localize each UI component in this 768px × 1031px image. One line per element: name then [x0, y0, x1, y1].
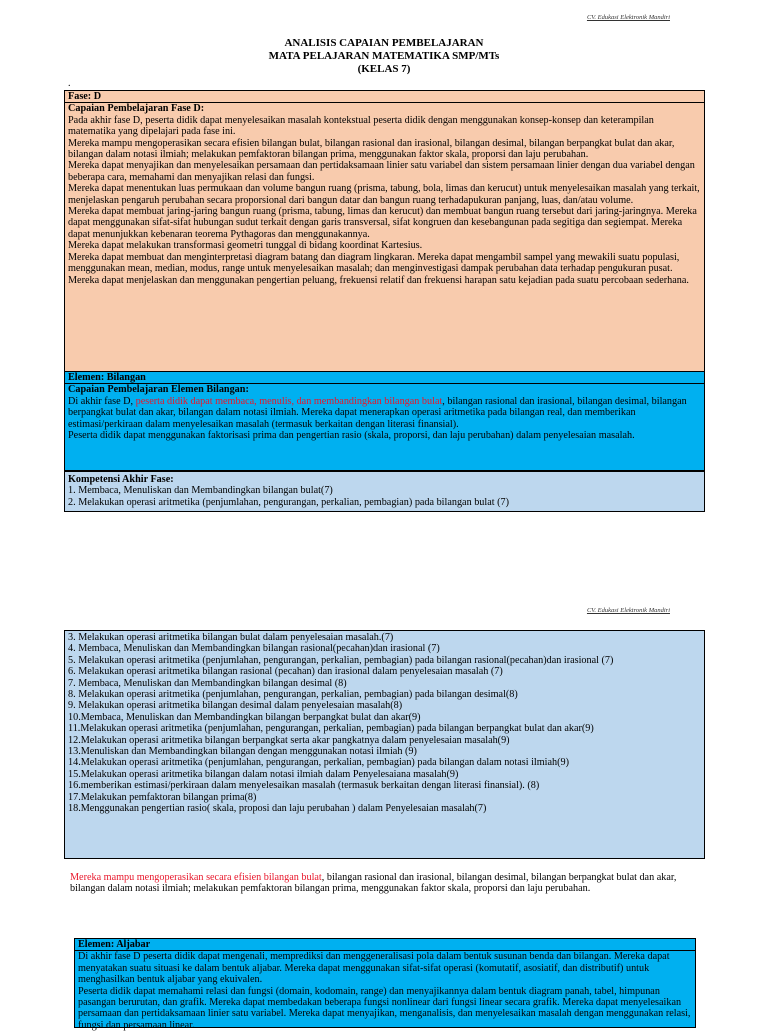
aljabar-box: [74, 938, 696, 1031]
kompetensi-item: 10.Membaca, Menuliskan dan Membandingkan bilangan berpangkat bulat dan akar(9): [68, 711, 421, 723]
kompetensi-list-continued: [68, 632, 701, 815]
title-line-3: (KELAS 7): [357, 63, 411, 75]
kompetensi-item: 9. Melakukan operasi aritmetika bilangan desimal dalam penyelesaian masalah(8): [68, 700, 403, 712]
kompetensi-item: 4. Membaca, Menuliskan dan Membandingkan bilangan rasional(pecahan)dan irasional (7): [68, 643, 440, 655]
bilangan-cp-heading: Capaian Pembelajaran Elemen Bilangan:: [68, 384, 249, 396]
kompetensi-heading: Kompetensi Akhir Fase:: [68, 474, 174, 485]
kompetensi-item: 17.Melakukan pemfaktoran bilangan prima(8): [68, 791, 257, 803]
fase-paragraph: Mereka dapat membuat jaring-jaring bangun ruang (prisma, tabung, limas dan kerucut) dan membuat bangun ruang tersebut dari jaring-jaringnya. Mereka dapat menggunakan sifat-sifat hubungan sudut terkait dengan garis transversal, sifat kongruen dan kesebangunan pada segitiga dan segiempat. Mereka dapat menunjukkan kebenaran teorema Pythagoras dan menggunakannya.: [68, 206, 697, 240]
fase-d-box: [64, 90, 705, 372]
aljabar-paragraph: Peserta didik dapat memahami relasi dan fungsi (domain, kodomain, range) dan menyajikannya dalam bentuk diagram panah, tabel, himpunan pasangan berurutan, dan grafik. Mereka dapat membedakan beberapa fungsi nonlinear dari fungsi linear secara grafik. Mereka dapat menyelesaikan persamaan dan pertidaksamaan linier satu variabel. Mereka dapat menyajikan, menganalisis, dan menyelesaikan masalah dengan menggunakan relasi, fungsi dan persamaan linear.: [78, 985, 691, 1031]
fase-cp-section: [65, 102, 704, 286]
bilangan-p1-after: , bilangan rasional dan irasional, bilangan desimal, bilangan berpangkat bulat dan akar, bilangan dalam notasi ilmiah. Mereka dapat menerapkan operasi aritmetika pada bilangan real, dan memberikan estimasi/perkiraan dalam menyelesaikan masalah (termasuk berkaitan dengan literasi finansial).: [68, 395, 687, 430]
kompetensi-item: 2. Melakukan operasi aritmetika (penjumlahan, pengurangan, perkalian, pembagian) pada bilangan bulat (7): [68, 496, 510, 508]
fase-paragraph: Mereka dapat melakukan transformasi geometri tunggal di bidang koordinat Kartesius.: [68, 240, 423, 252]
kompetensi-item: 12.Melakukan operasi aritmetika bilangan berpangkat serta akar pangkatnya dalam penyelesaian masalah(9): [68, 734, 510, 746]
fase-paragraph: Mereka dapat menyajikan dan menyelesaikan persamaan dan pertidaksamaan linier satu variabel dan sistem persamaan linier dengan dua variabel dengan beberapa cara, memahami dan menyajikan relasi dan fungsi.: [68, 160, 695, 183]
bilangan-p1-before: Di akhir fase D,: [68, 395, 136, 407]
aljabar-section: [75, 950, 695, 1031]
kompetensi-box: [64, 471, 705, 512]
kompetensi-item: 5. Melakukan operasi aritmetika (penjumlahan, pengurangan, perkalian, pembagian) pada bilangan rasional(pecahan)dan irasional (7): [68, 654, 614, 666]
page-title: [0, 37, 768, 76]
kompetensi-item: 14.Melakukan operasi aritmetika (penjumlahan, pengurangan, perkalian, pembagian) pada bilangan dalam notasi ilmiah(9): [68, 757, 569, 769]
kompetensi-item: 11.Melakukan operasi aritmetika (penjumlahan, pengurangan, perkalian, pembagian) pada bilangan berpangkat bulat dan akar(9): [68, 723, 594, 735]
aljabar-label: Elemen: Aljabar: [78, 939, 151, 950]
kompetensi-item: 3. Melakukan operasi aritmetika bilangan bulat dalam penyelesaian masalah.(7): [68, 632, 394, 643]
kompetensi-item: 8. Melakukan operasi aritmetika (penjumlahan, pengurangan, perkalian, pembagian) pada bilangan desimal(8): [68, 689, 518, 701]
title-line-1: ANALISIS CAPAIAN PEMBELAJARAN: [284, 37, 484, 49]
bullet-mark: .: [68, 78, 71, 89]
kompetensi-item: 15.Melakukan operasi aritmetika bilangan dalam notasi ilmiah dalam Penyelesaiana masalah(9): [68, 768, 459, 780]
bilangan-label: Elemen: Bilangan: [68, 372, 146, 383]
bilangan-paragraph: Peserta didik dapat menggunakan faktorisasi prima dan pengertian rasio (skala, proporsi, dan laju perubahan) dalam penyelesaian masalah.: [68, 430, 635, 442]
note-rest: , bilangan rasional dan irasional, bilangan desimal, bilangan berpangkat bulat dan akar, bilangan dalam notasi ilmiah; melakukan pemfaktoran bilangan prima, menggunakan faktor skala, proporsi dan laju perubahan.: [70, 872, 677, 895]
note-paragraph: [70, 872, 700, 895]
aljabar-paragraph: Di akhir fase D peserta didik dapat mengenali, memprediksi dan menggeneralisasi pola dalam bentuk susunan benda dan bilangan. Mereka dapat menyatakan suatu situasi ke dalam bentuk aljabar. Mereka dapat menggunakan sifat-sifat operasi (komutatif, asosiatif, dan distributif) untuk menghasilkan bentuk aljabar yang ekuivalen.: [78, 951, 670, 986]
bilangan-paragraph: [68, 396, 701, 430]
kompetensi-list: [68, 485, 701, 508]
kompetensi-item: 13.Menuliskan dan Membandingkan bilangan dengan menggunakan notasi ilmiah (9): [68, 746, 417, 758]
fase-paragraph: Mereka dapat menentukan luas permukaan dan volume bangun ruang (prisma, tabung, bola, limas dan kerucut) untuk menyelesaikan masalah yang terkait, menjelaskan pengaruh perubahan secara proporsional dari bangun datar dan bangun ruang terhadapukuran panjang, luas, dan/atau volume.: [68, 183, 700, 206]
fase-label: Fase: D: [68, 91, 102, 102]
kompetensi-item: 1. Membaca, Menuliskan dan Membandingkan bilangan bulat(7): [68, 485, 333, 497]
kompetensi-item: 7. Membaca, Menuliskan dan Membandingkan bilangan desimal (8): [68, 677, 347, 689]
bilangan-cp-section: [65, 383, 704, 441]
bilangan-box: [64, 372, 705, 471]
bilangan-p1-highlight: peserta didik dapat membaca, menulis, dan membandingkan bilangan bulat: [135, 395, 443, 407]
fase-paragraph: Mereka dapat membuat dan menginterpretasi diagram batang dan diagram lingkaran. Mereka dapat mengambil sampel yang mewakili suatu populasi, menggunakan mean, median, modus, range untuk menyelesaikan masalah; dan menginvestigasi dampak perubahan data terhadap pengukuran pusat. Mereka dapat menjelaskan dan menggunakan pengertian peluang, frekuensi relatif dan frekuensi harapan satu kejadian pada suatu percobaan sederhana.: [68, 251, 689, 286]
company-header-page-2: CV. Edukasi Elektronik Mandiri: [586, 607, 670, 614]
fase-paragraph: Pada akhir fase D, peserta didik dapat menyelesaikan masalah kontekstual peserta didik dengan menggunakan konsep-konsep dan keterampilan matematika yang dipelajari pada fase ini.: [68, 114, 654, 138]
fase-paragraph: Mereka mampu mengoperasikan secara efisien bilangan bulat, bilangan rasional dan irasional, bilangan desimal, bilangan berpangkat bulat dan akar, bilangan dalam notasi ilmiah; melakukan pemfaktoran bilangan prima, menggunakan faktor skala, proporsi dan laju perubahan.: [68, 137, 675, 161]
kompetensi-continued-box: [64, 630, 705, 859]
kompetensi-item: 16.memberikan estimasi/perkiraan dalam menyelesaikan masalah (termasuk berkaitan dengan literasi finansial). (8): [68, 780, 540, 792]
fase-cp-heading: Capaian Pembelajaran Fase D:: [68, 103, 205, 115]
note-highlight: Mereka mampu mengoperasikan secara efisien bilangan bulat: [70, 872, 322, 883]
kompetensi-item: 18.Menggunakan pengertian rasio( skala, proposi dan laju perubahan ) dalam Penyelesaian masalah(7): [68, 803, 487, 815]
kompetensi-item: 6. Melakukan operasi aritmetika bilangan rasional (pecahan) dan irasional dalam penyelesaian masalah (7): [68, 666, 503, 678]
title-line-2: MATA PELAJARAN MATEMATIKA SMP/MTs: [268, 50, 500, 62]
company-header: CV. Edukasi Elektronik Mandiri: [586, 14, 670, 21]
